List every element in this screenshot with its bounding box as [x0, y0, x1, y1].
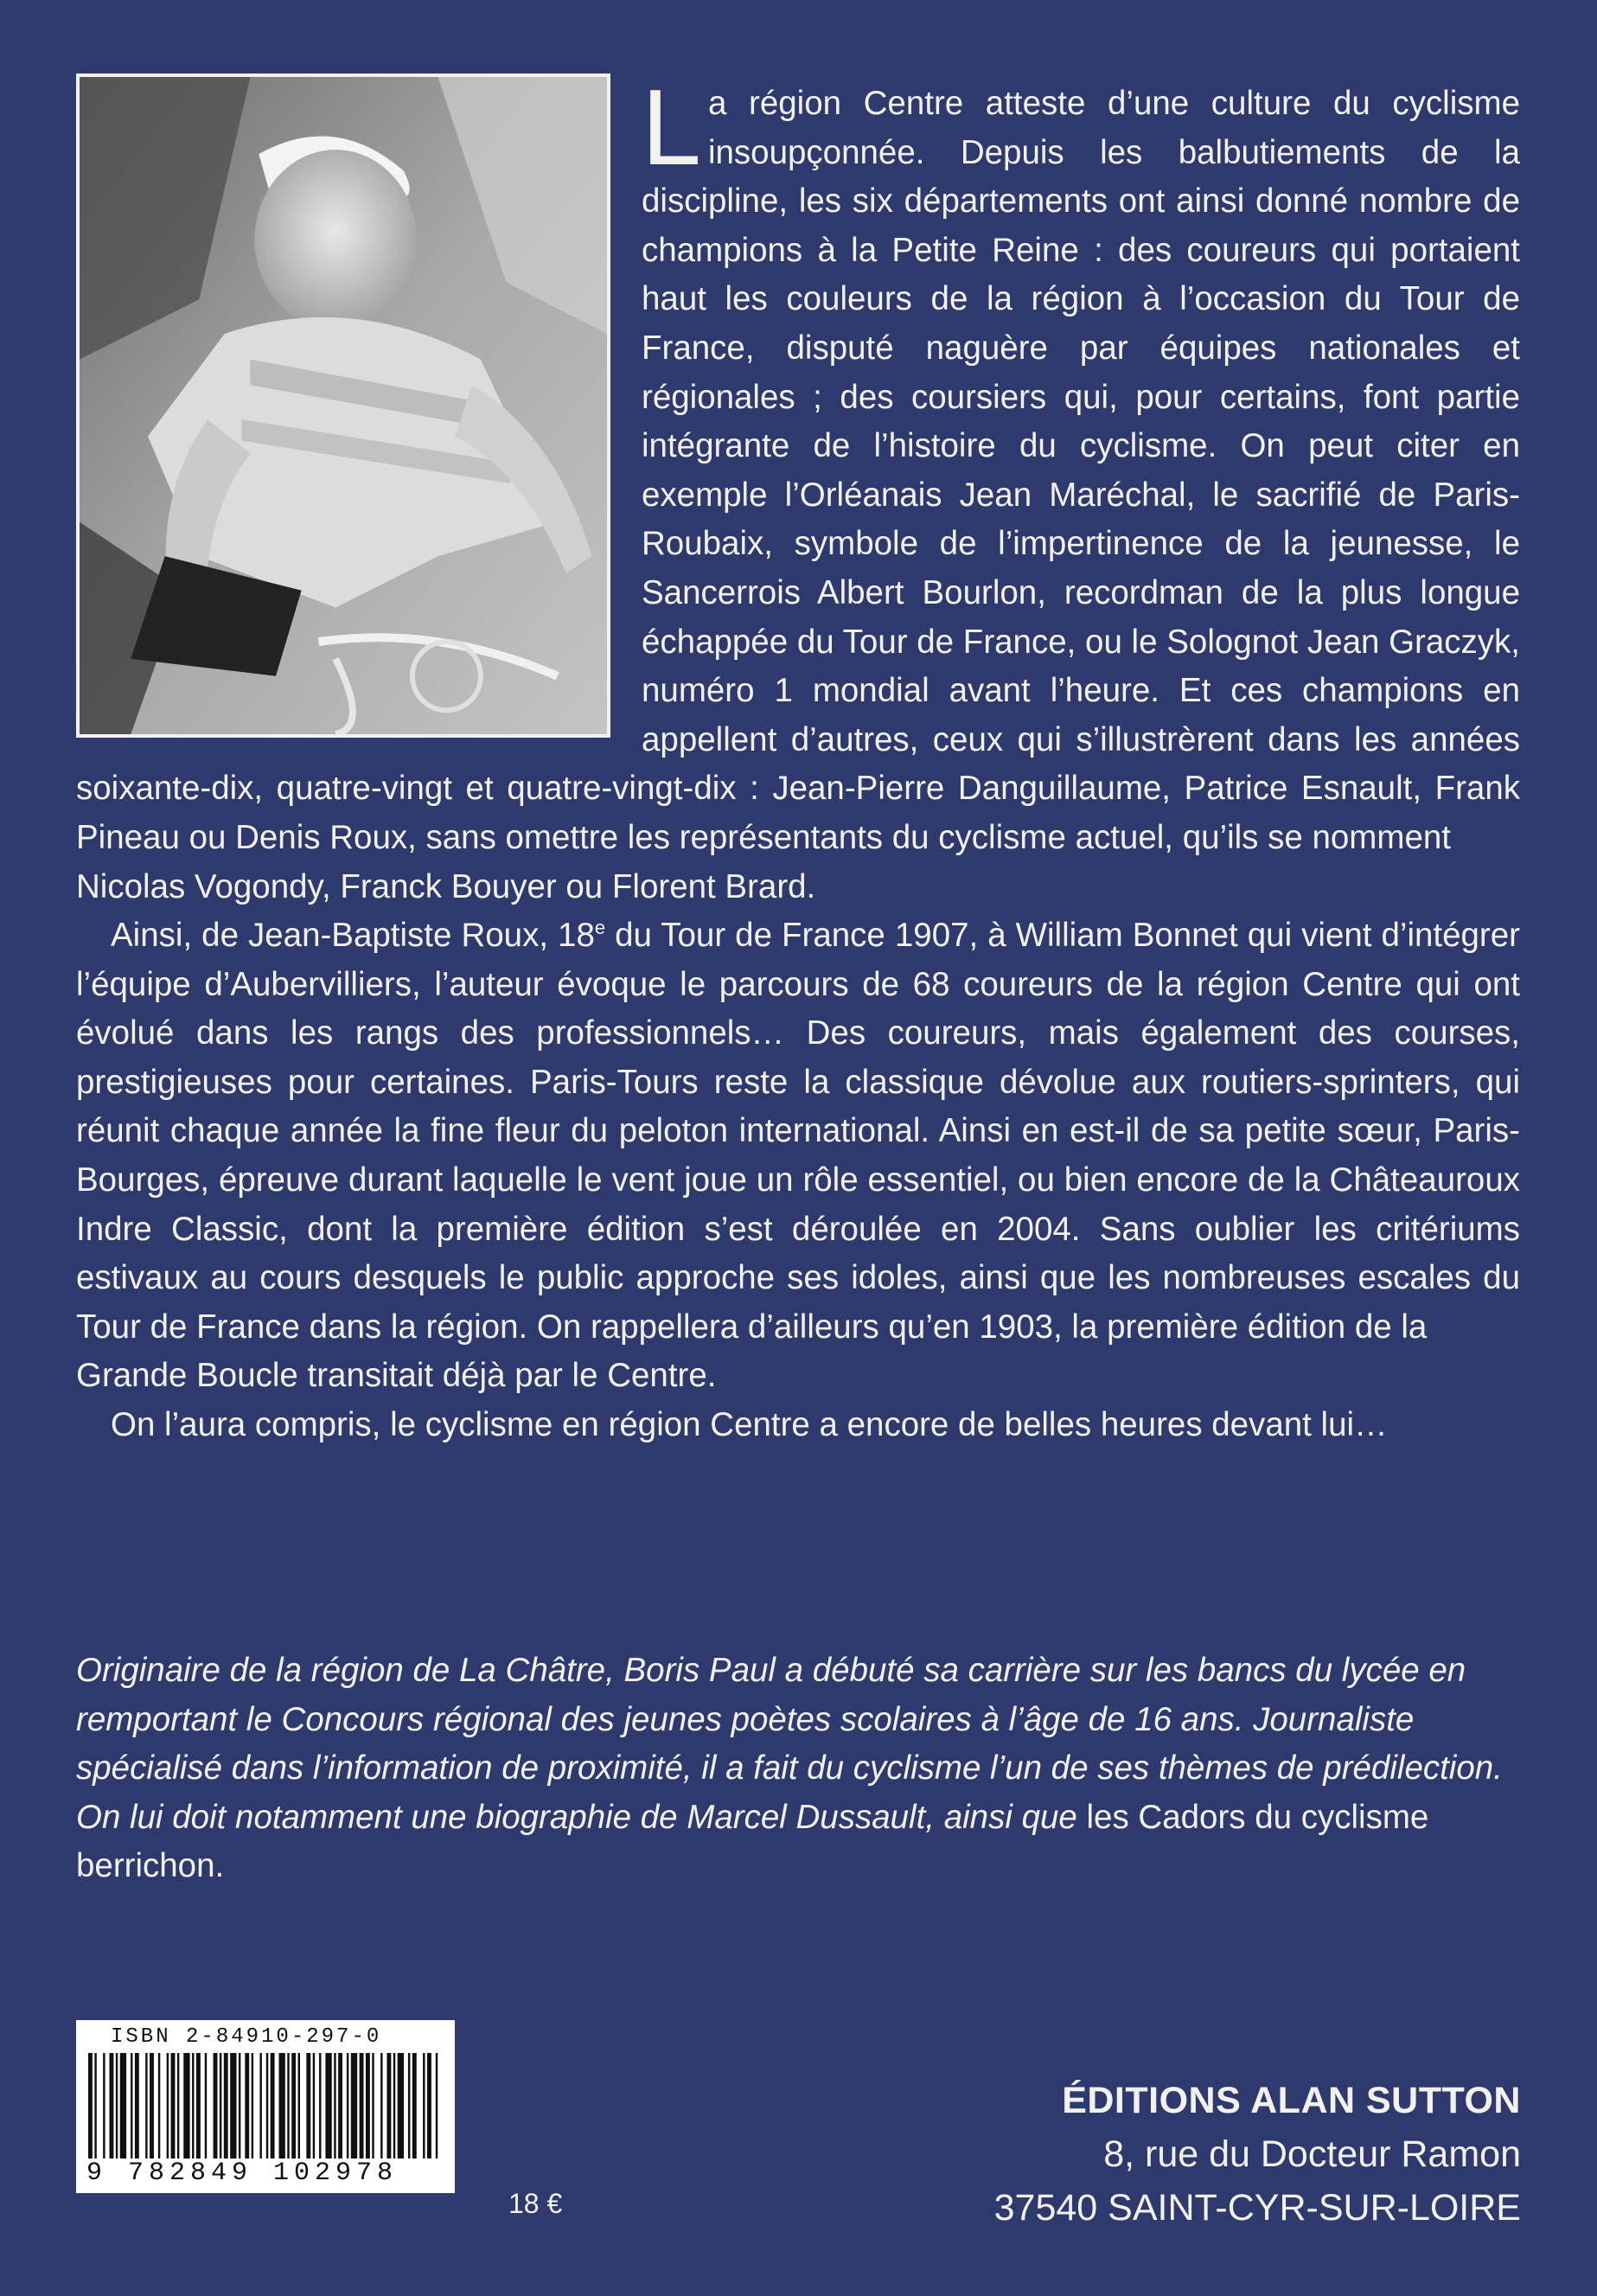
ean-number: 9 782849 102978 [86, 2158, 399, 2188]
barcode-bars [85, 2053, 446, 2158]
barcode-bar [94, 2053, 96, 2158]
barcode-bar [220, 2053, 221, 2158]
barcode-bar [116, 2053, 118, 2158]
ordinal-superscript: e [594, 917, 606, 939]
publisher-name: ÉDITIONS ALAN SUTTON [1062, 2080, 1521, 2121]
barcode-bar [398, 2053, 404, 2158]
barcode-bar [271, 2053, 275, 2158]
paragraph-2-last-line: Grande Boucle transitait déjà par le Centre. [76, 1357, 717, 1395]
barcode-bar [412, 2053, 417, 2158]
photo-wrap-space [76, 73, 642, 737]
barcode-bar [177, 2053, 179, 2158]
author-bio-text: Originaire de la région de La Châtre, Boris Paul a débuté sa carrière sur les bancs du lycée en remportant le Concours régional des jeunes poètes scolaires à l’âge de 16 ans. Journaliste spécialisé dans l’information de proximité, il a fait du cyclisme l’un de ses thèmes de prédilection. On lui doit notamment une biographie de Marcel Dussault, ainsi que [76, 1652, 1503, 1836]
description-paragraph-2 [76, 911, 1520, 1401]
barcode-bar [183, 2053, 189, 2158]
barcode-bar [88, 2053, 93, 2158]
barcode-bar [351, 2053, 357, 2158]
barcode-bar [245, 2053, 249, 2158]
paragraph-1-last-line: Nicolas Vogondy, Franck Bouyer ou Florent Brard. [76, 867, 816, 905]
barcode-bar [230, 2053, 236, 2158]
paragraph-2-start: Ainsi, de Jean-Baptiste Roux, 18 [111, 917, 595, 955]
price-label: 18 € [508, 2188, 563, 2219]
back-cover-description [76, 68, 1520, 1450]
barcode-bar [158, 2053, 160, 2158]
barcode-bar [259, 2053, 261, 2158]
isbn-number: ISBN 2-84910-297-0 [111, 2025, 382, 2049]
barcode-bar [110, 2053, 114, 2158]
barcode-bar [171, 2053, 176, 2158]
barcode-bar [120, 2053, 126, 2158]
book-title: les Cadors du cyclisme berrichon. [76, 1798, 1429, 1885]
barcode-bar [386, 2053, 391, 2158]
barcode-bar [313, 2053, 315, 2158]
barcode-bar [287, 2053, 289, 2158]
barcode-bar [103, 2053, 105, 2158]
barcode-bar [427, 2053, 431, 2158]
barcode-bar [334, 2053, 335, 2158]
dropcap-letter: L [642, 68, 701, 188]
author-bio [76, 1647, 1520, 1891]
publisher-block [994, 2074, 1521, 2235]
barcode-bar [131, 2053, 132, 2158]
barcode-bar [347, 2053, 348, 2158]
barcode-bar [167, 2053, 169, 2158]
barcode-bar [423, 2053, 425, 2158]
barcode-bar [135, 2053, 139, 2158]
description-paragraph-3: On l’aura compris, le cyclisme en région Centre a encore de belles heures devant lui… [111, 1406, 1388, 1444]
barcode-bar [291, 2053, 296, 2158]
barcode-bar [380, 2053, 382, 2158]
barcode-bar [279, 2053, 285, 2158]
barcode-bar [360, 2053, 364, 2158]
barcode-bar [393, 2053, 395, 2158]
barcode-bar [252, 2053, 253, 2158]
barcode-bar [338, 2053, 342, 2158]
barcode-bar [150, 2053, 154, 2158]
barcode-bar [196, 2053, 201, 2158]
barcode-bar [306, 2053, 310, 2158]
publisher-city: 37540 SAINT-CYR-SUR-LOIRE [993, 2187, 1521, 2229]
barcode-bar [214, 2053, 218, 2158]
barcode-bar [372, 2053, 374, 2158]
barcode-bar [239, 2053, 240, 2158]
paragraph-2-text: du Tour de France 1907, à William Bonnet qui vient d’intégrer l’équipe d’Aubervilliers, l’auteur évoque le parcours de 68 coureurs de la région Centre qui ont évolué dans les rangs des professionnels… Des coureurs, mais également des courses, prestigieuses pour certaines. Paris-Tours reste la classique dévolue aux routiers-sprinters, qui réunit chaque année la fine fleur du peloton international. Ainsi en est-il de sa petite sœur, Paris-Bourges, épreuve durant laquelle le vent joue un rôle essentiel, ou bien encore de la Châteauroux Indre Classic, dont la première édition s’est déroulée en 2004. Sans oublier les critériums estivaux au cours desquels le public approche ses idoles, ainsi que les nombreuses escales du Tour de France dans la région. On rappellera d’ailleurs qu’en 1903, la première édition de la [76, 917, 1520, 1346]
publisher-street: 8, rue du Docteur Ramon [1103, 2133, 1521, 2175]
barcode-bar [408, 2053, 410, 2158]
barcode-bar [266, 2053, 268, 2158]
barcode-bar [224, 2053, 228, 2158]
barcode-bar [298, 2053, 300, 2158]
barcode-bar [366, 2053, 370, 2158]
barcode-bar [436, 2053, 438, 2158]
barcode-bar [325, 2053, 331, 2158]
isbn-barcode [76, 2020, 455, 2193]
barcode-bar [145, 2053, 147, 2158]
paragraph-1-text: a région Centre atteste d’une culture du cyclisme insoupçonnée. Depuis les balbutiements de la discipline, les six départements ont ainsi donné nombre de champions à la Petite Reine : des coureurs qui portaient haut les couleurs de la région à l’occasion du Tour de France, disputé naguère par équipes nationales et régionales ; des coursiers qui, pour certains, font partie intégrante de l’histoire du cyclisme. On peut citer en exemple l’Orléanais Jean Maréchal, le sacrifié de Paris-Roubaix, symbole de l’impertinence de la jeunesse, le Sancerrois Albert Bourlon, recordman de la plus longue échappée du Tour de France, ou le Solognot Jean Graczyk, numéro 1 mondial avant l’heure. Et ces champions en appellent d’autres, ceux qui s’illustrèrent dans les années soixante-dix, quatre-vingt et quatre-vingt-dix : Jean-Pierre Danguillaume, Patrice Esnault, Frank Pineau ou Denis Roux, sans omettre les représentants du cyclisme actuel, qu’ils se nomment [76, 85, 1520, 856]
barcode-bar [319, 2053, 321, 2158]
barcode-bar [205, 2053, 207, 2158]
barcode-bar [192, 2053, 194, 2158]
